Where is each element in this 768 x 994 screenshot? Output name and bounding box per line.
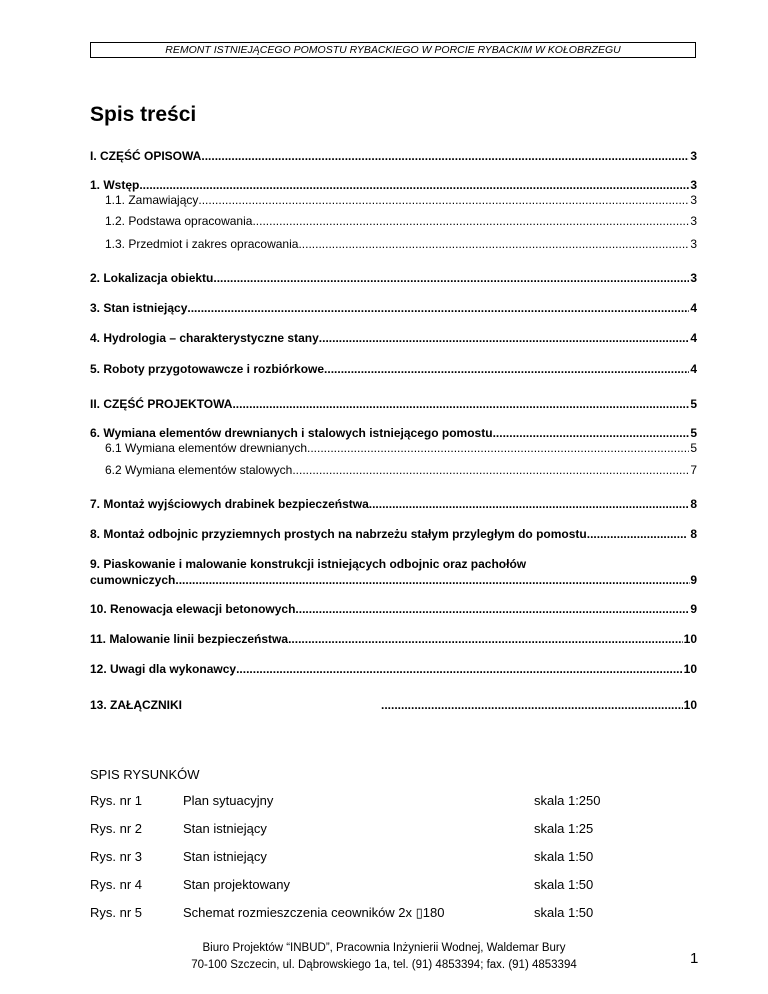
toc-page: 8	[690, 497, 697, 511]
drawing-scale: skala 1:50	[534, 849, 594, 864]
toc-page: 10	[683, 698, 697, 712]
toc-entry-8[interactable]	[90, 527, 697, 541]
toc-page: 4	[690, 301, 697, 315]
toc-entry-1-1[interactable]	[105, 193, 697, 207]
toc-label: 6.1 Wymiana elementów drewnianych	[105, 441, 307, 455]
toc-leader	[493, 426, 690, 440]
drawing-row	[90, 821, 710, 837]
toc-leader	[198, 193, 689, 207]
toc-entry-6-1[interactable]	[105, 441, 697, 455]
toc-entry-part-2[interactable]	[90, 397, 697, 411]
toc-label: 6.2 Wymiana elementów stalowych	[105, 463, 293, 477]
toc-page: 3	[690, 271, 697, 285]
drawing-scale: skala 1:250	[534, 793, 601, 808]
drawing-row	[90, 793, 710, 809]
toc-leader	[201, 149, 689, 163]
drawing-description: Stan projektowany	[183, 877, 290, 892]
toc-leader	[298, 237, 689, 251]
toc-label: 11. Malowanie linii bezpieczeństwa	[90, 632, 289, 646]
footer-address: 70-100 Szczecin, ul. Dąbrowskiego 1a, tel. (91) 4853394; fax. (91) 4853394	[191, 959, 577, 971]
toc-leader	[288, 632, 683, 646]
page-title: Spis treści	[90, 103, 197, 126]
drawings-heading: SPIS RYSUNKÓW	[90, 767, 200, 782]
toc-entry-12[interactable]	[90, 662, 697, 676]
toc-label: 1.2. Podstawa opracowania	[105, 214, 253, 228]
toc-entry-6-2[interactable]	[105, 463, 697, 477]
page-number: 1	[690, 950, 699, 967]
toc-leader	[319, 331, 690, 345]
toc-entry-4[interactable]	[90, 331, 697, 345]
toc-label: 10. Renowacja elewacji betonowych	[90, 602, 296, 616]
drawing-number: Rys. nr 1	[90, 793, 143, 808]
toc-page: 3	[690, 237, 697, 251]
toc-page: 5	[690, 397, 697, 411]
page-footer	[150, 940, 618, 974]
toc-entry-part-1[interactable]	[90, 149, 697, 163]
toc-page: 9	[690, 602, 697, 616]
toc-page: 8	[690, 527, 697, 541]
toc-leader	[369, 497, 690, 511]
toc-leader	[139, 178, 689, 192]
drawing-description: Plan sytuacyjny	[183, 793, 274, 808]
toc-leader	[187, 301, 689, 315]
toc-label: 12. Uwagi dla wykonawcy	[90, 662, 237, 676]
toc-page: 5	[690, 441, 697, 455]
toc-page: 4	[690, 362, 697, 376]
toc-page: 3	[690, 193, 697, 207]
drawing-scale: skala 1:50	[534, 905, 594, 920]
toc-leader	[232, 397, 689, 411]
toc-page: 3	[690, 214, 697, 228]
toc-entry-1-3[interactable]	[105, 237, 697, 251]
toc-entry-10[interactable]	[90, 602, 697, 616]
footer-company: Biuro Projektów “INBUD”, Pracownia Inżynierii Wodnej, Waldemar Bury	[202, 942, 566, 954]
drawing-row	[90, 849, 710, 865]
toc-label-line-1: 9. Piaskowanie i malowanie konstrukcji istniejących odbojnic oraz pachołów	[90, 557, 527, 571]
toc-leader	[175, 573, 690, 587]
toc-leader	[324, 362, 689, 376]
drawing-scale: skala 1:25	[534, 821, 594, 836]
toc-page: 3	[690, 178, 697, 192]
toc-label: 13. ZAŁĄCZNIKI	[90, 698, 183, 712]
toc-page: 10	[683, 632, 697, 646]
toc-page: 7	[690, 463, 697, 477]
toc-entry-1[interactable]	[90, 178, 697, 192]
toc-entry-3[interactable]	[90, 301, 697, 315]
toc-entry-2[interactable]	[90, 271, 697, 285]
drawing-description: Stan istniejący	[183, 821, 267, 836]
toc-leader	[252, 214, 689, 228]
drawing-number: Rys. nr 3	[90, 849, 143, 864]
toc-label: 5. Roboty przygotowawcze i rozbiórkowe	[90, 362, 325, 376]
toc-label: 8. Montaż odbojnic przyziemnych prostych na nabrzeżu stałym przyległym do pomostu	[90, 527, 587, 541]
toc-page: 4	[690, 331, 697, 345]
toc-entry-11[interactable]	[90, 632, 697, 646]
toc-page: 10	[683, 662, 697, 676]
toc-leader	[295, 602, 689, 616]
drawing-number: Rys. nr 4	[90, 877, 143, 892]
toc-entry-5[interactable]	[90, 362, 697, 376]
toc-label: 1.1. Zamawiający	[105, 193, 199, 207]
toc-entry-7[interactable]	[90, 497, 697, 511]
toc-leader	[587, 527, 687, 541]
drawing-row	[90, 905, 710, 921]
toc-label: 1. Wstęp	[90, 178, 140, 192]
toc-leader	[381, 698, 683, 712]
toc-label: 2. Lokalizacja obiektu.	[90, 271, 217, 285]
drawing-row	[90, 877, 710, 893]
toc-label: I. CZĘŚĆ OPISOWA	[90, 149, 202, 163]
drawing-number: Rys. nr 5	[90, 905, 143, 920]
toc-label: 1.3. Przedmiot i zakres opracowania	[105, 237, 299, 251]
toc-leader	[217, 271, 690, 285]
toc-label-line-2: cumowniczych	[90, 573, 176, 587]
toc-page: 3	[690, 149, 697, 163]
toc-label: 7. Montaż wyjściowych drabinek bezpieczeństwa	[90, 497, 369, 511]
drawing-description: Stan istniejący	[183, 849, 267, 864]
toc-leader	[292, 463, 689, 477]
toc-entry-6[interactable]	[90, 426, 697, 440]
running-header: REMONT ISTNIEJĄCEGO POMOSTU RYBACKIEGO W PORCIE RYBACKIM W KOŁOBRZEGU	[90, 42, 696, 58]
toc-leader	[236, 662, 683, 676]
toc-label: 4. Hydrologia – charakterystyczne stany	[90, 331, 319, 345]
toc-label: II. CZĘŚĆ PROJEKTOWA	[90, 397, 233, 411]
toc-label: 3. Stan istniejący	[90, 301, 188, 315]
drawing-number: Rys. nr 2	[90, 821, 143, 836]
drawing-description: Schemat rozmieszczenia ceowników 2x ▯180	[183, 905, 445, 920]
toc-entry-1-2[interactable]	[105, 214, 697, 228]
toc-entry-9[interactable]	[90, 557, 697, 587]
drawing-scale: skala 1:50	[534, 877, 594, 892]
toc-label: 6. Wymiana elementów drewnianych i stalowych istniejącego pomostu	[90, 426, 493, 440]
toc-leader	[307, 441, 689, 455]
toc-page: 9	[690, 573, 697, 587]
toc-page: 5	[690, 426, 697, 440]
